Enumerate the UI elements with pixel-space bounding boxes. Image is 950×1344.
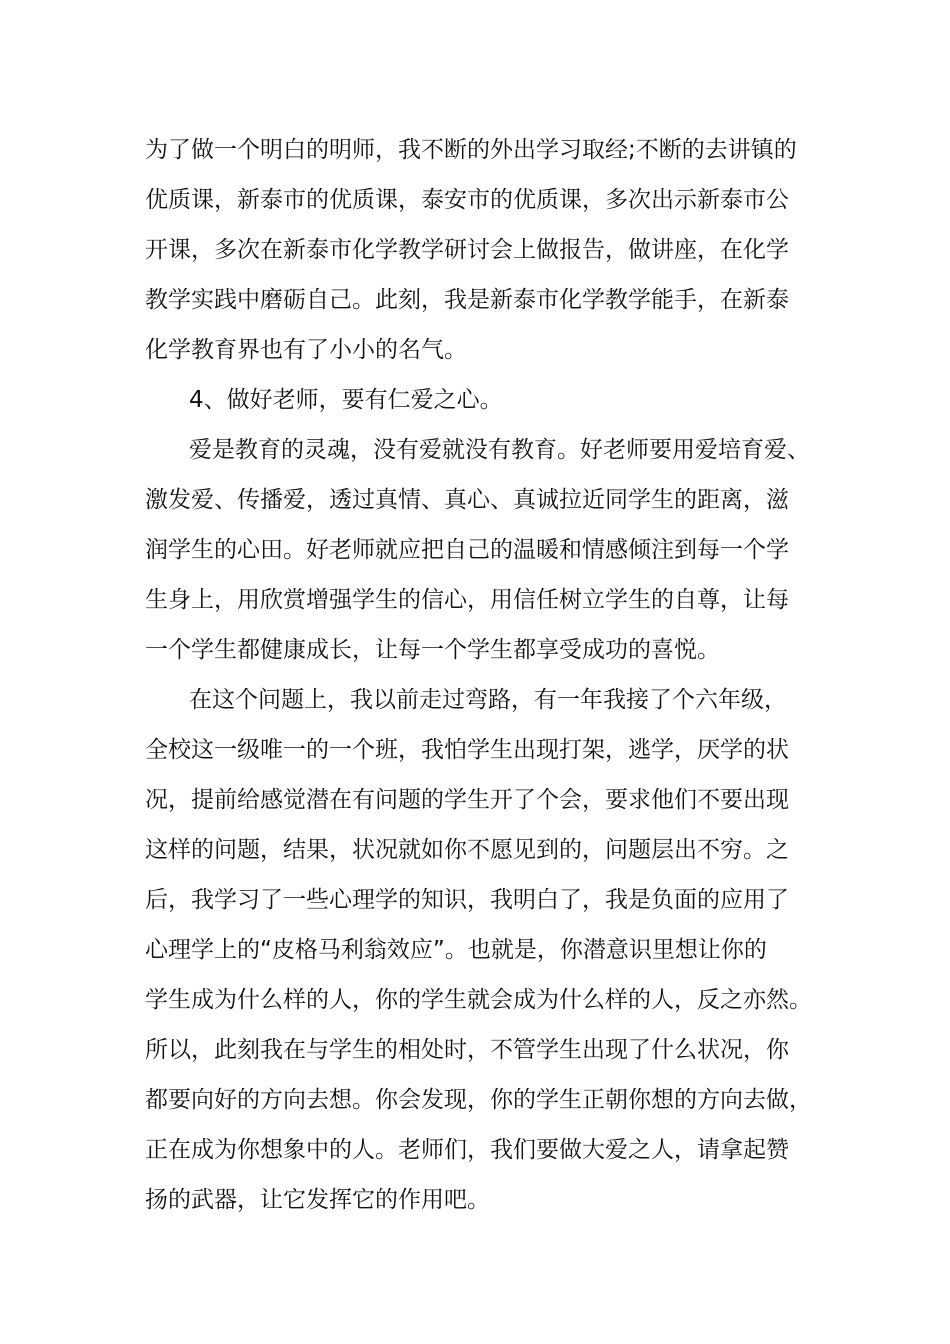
text-line: 全校这一级唯一的一个班，我怕学生出现打架，逃学，厌学的状 bbox=[145, 737, 789, 763]
text-line: 化学教育界也有了小小的名气。 bbox=[145, 337, 467, 363]
text-line: 正在成为你想象中的人。老师们，我们要做大爱之人，请拿起赞 bbox=[145, 1137, 789, 1163]
text-line: 扬的武器，让它发挥它的作用吧。 bbox=[145, 1187, 490, 1213]
text-line: 为了做一个明白的明师，我不断的外出学习取经;不断的去讲镇的 bbox=[145, 137, 797, 163]
text-line: 开课，多次在新泰市化学教学研讨会上做报告，做讲座，在化学 bbox=[145, 237, 789, 263]
text-line: 所以，此刻我在与学生的相处时，不管学生出现了什么状况，你 bbox=[145, 1037, 789, 1063]
text-line: 一个学生都健康成长，让每一个学生都享受成功的喜悦。 bbox=[145, 637, 720, 663]
text-line: 都要向好的方向去想。你会发现，你的学生正朝你想的方向去做， bbox=[145, 1087, 812, 1113]
text-line: 在这个问题上，我以前走过弯路，有一年我接了个六年级， bbox=[189, 687, 787, 713]
text-line: 学生成为什么样的人，你的学生就会成为什么样的人，反之亦然。 bbox=[145, 987, 812, 1013]
text-line: 优质课，新泰市的优质课，泰安市的优质课，多次出示新泰市公 bbox=[145, 187, 789, 213]
text-line: 况，提前给感觉潜在有问题的学生开了个会，要求他们不要出现 bbox=[145, 787, 789, 813]
section-heading: 4、做好老师，要有仁爱之心。 bbox=[189, 387, 503, 413]
text-line: 生身上，用欣赏增强学生的信心，用信任树立学生的自尊，让每 bbox=[145, 587, 789, 613]
text-line: 心理学上的“皮格马利翁效应”。也就是，你潜意识里想让你的 bbox=[145, 937, 767, 963]
text-line: 教学实践中磨砺自己。此刻，我是新泰市化学教学能手，在新泰 bbox=[145, 287, 789, 313]
text-line: 这样的问题，结果，状况就如你不愿见到的，问题层出不穷。之 bbox=[145, 837, 789, 863]
text-line: 后，我学习了一些心理学的知识，我明白了，我是负面的应用了 bbox=[145, 887, 789, 913]
text-line: 润学生的心田。好老师就应把自己的温暖和情感倾注到每一个学 bbox=[145, 537, 789, 563]
text-line: 激发爱、传播爱，透过真情、真心、真诚拉近同学生的距离，滋 bbox=[145, 487, 789, 513]
text-line: 爱是教育的灵魂，没有爱就没有教育。好老师要用爱培育爱、 bbox=[189, 437, 810, 463]
